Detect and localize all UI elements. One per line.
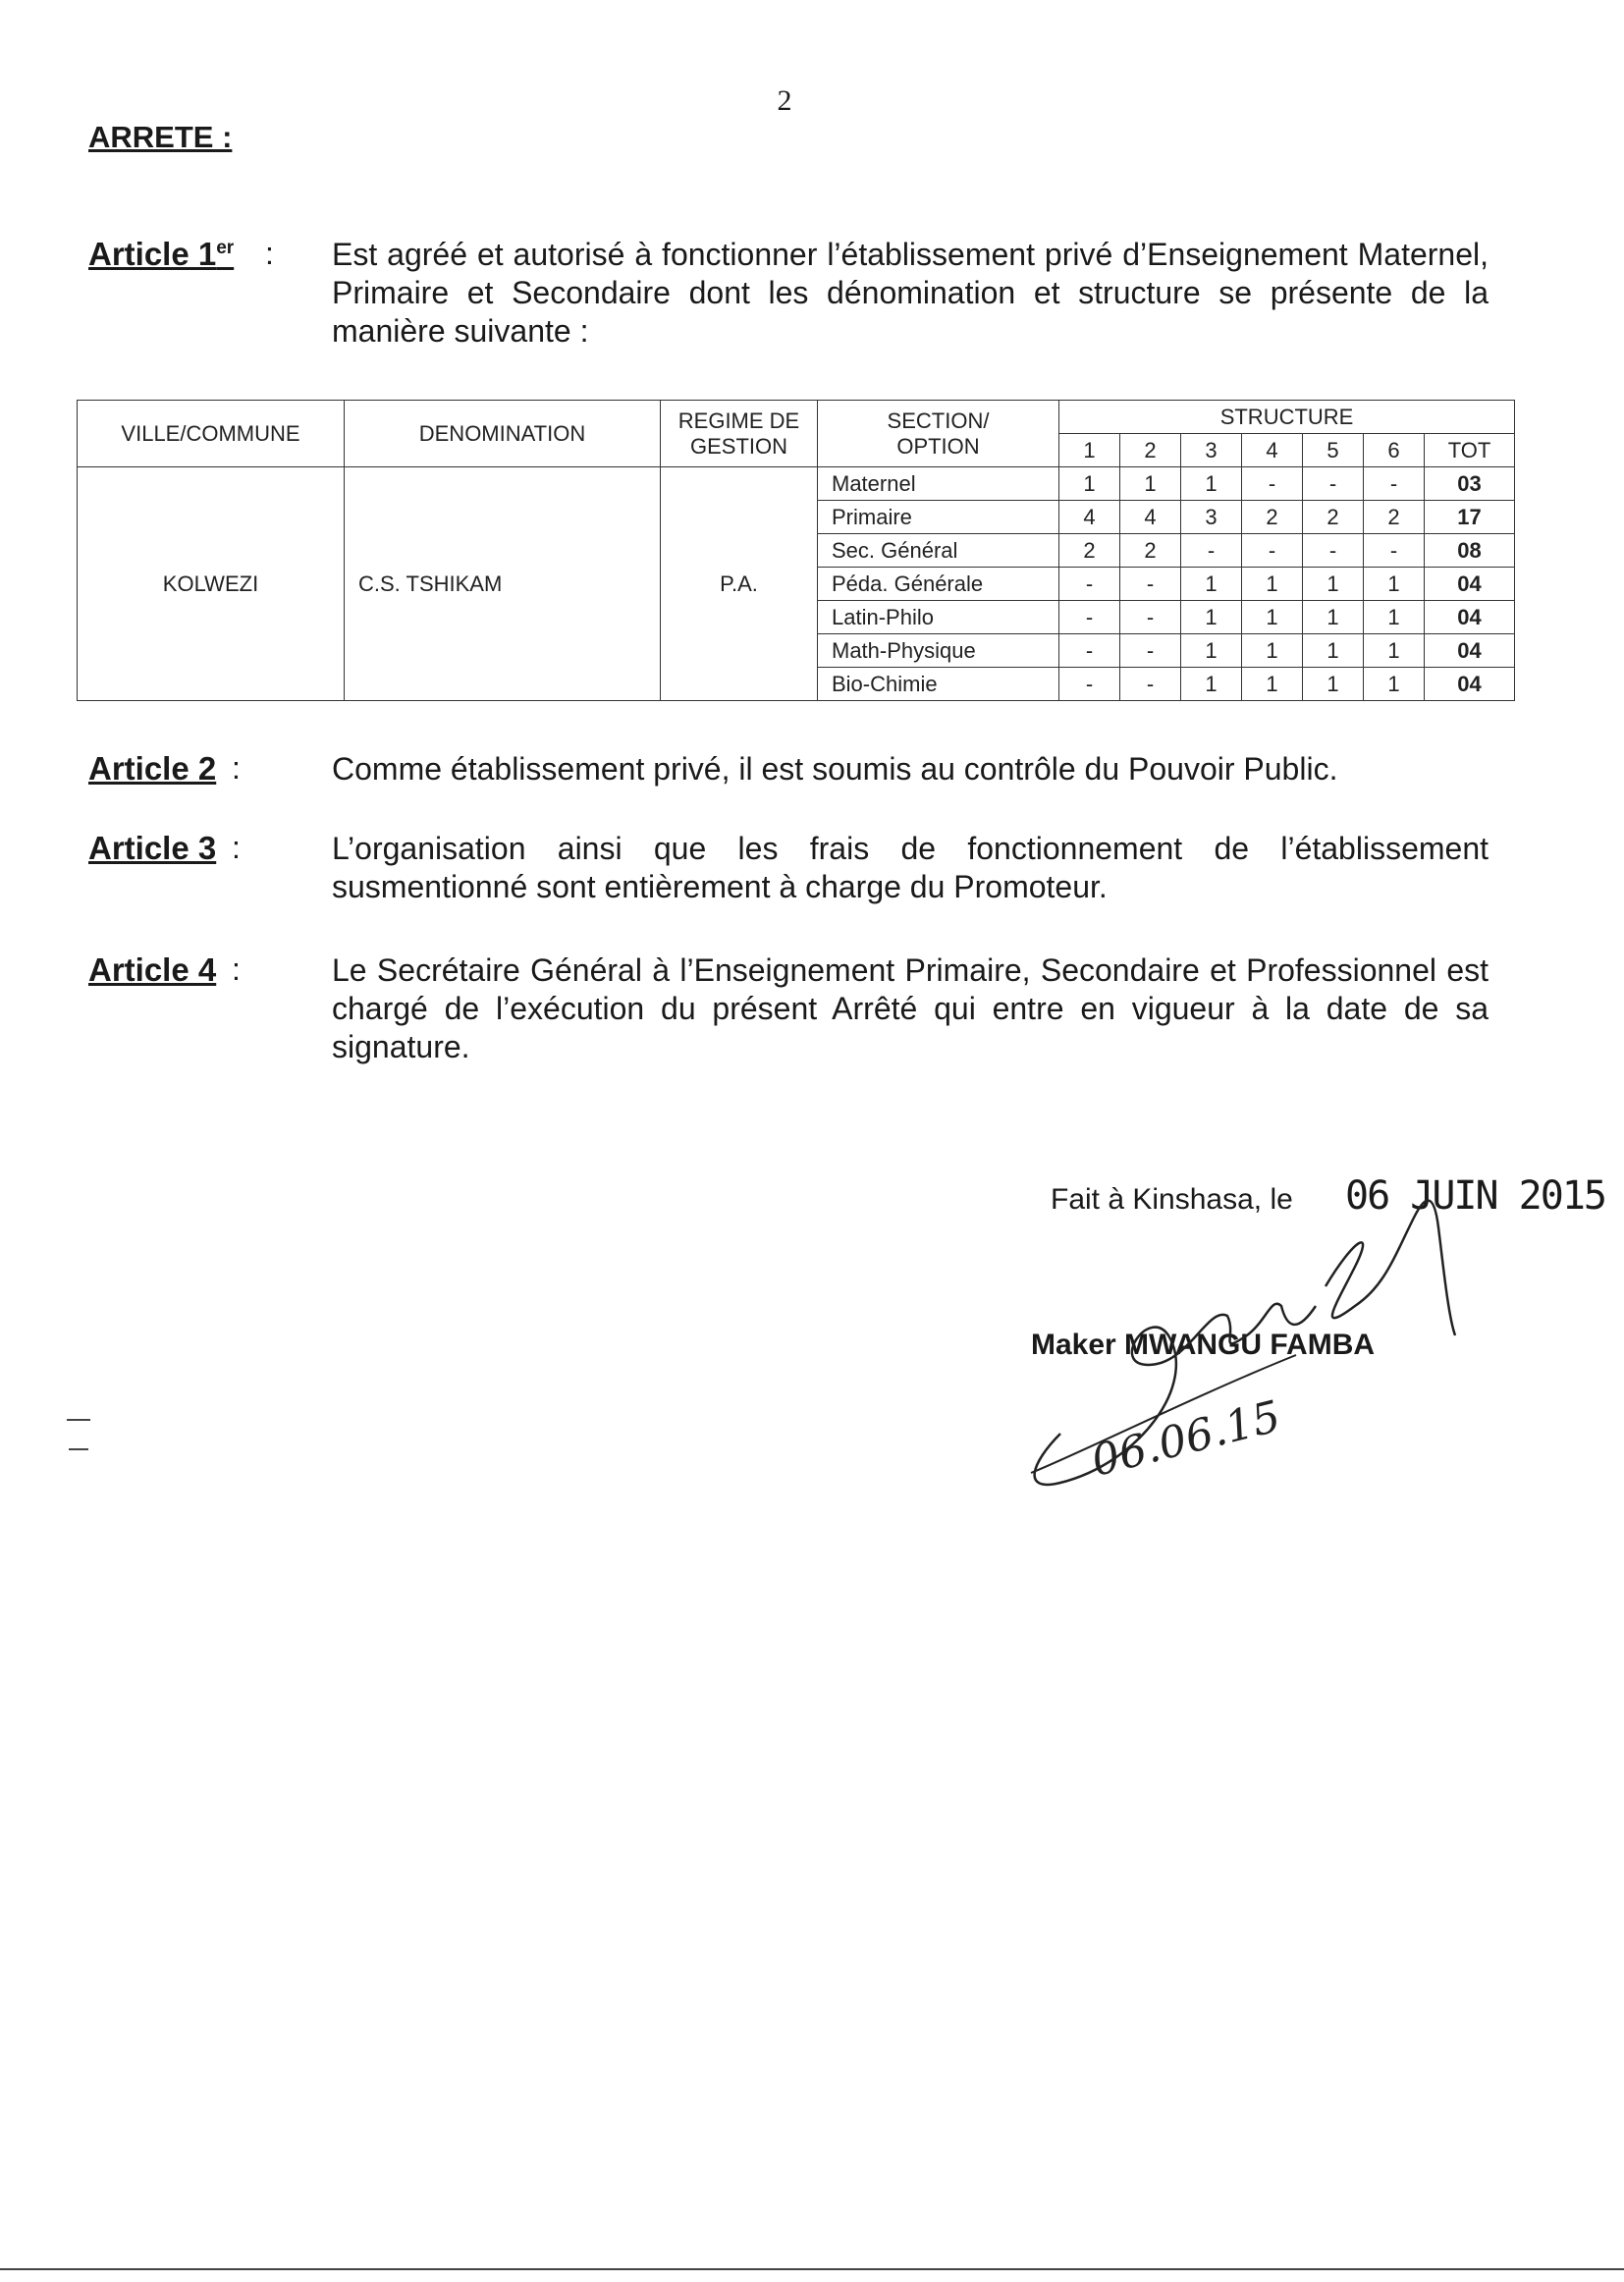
- scan-edge-line: [0, 2268, 1624, 2270]
- structure-cell: 1: [1181, 634, 1242, 668]
- option-cell: Maternel: [818, 467, 1059, 501]
- structure-cell: -: [1059, 634, 1120, 668]
- header-year-6: 6: [1364, 434, 1425, 467]
- structure-cell: -: [1364, 467, 1425, 501]
- total-cell: 04: [1425, 634, 1515, 668]
- header-year-2: 2: [1120, 434, 1181, 467]
- structure-cell: -: [1242, 467, 1303, 501]
- structure-cell: 1: [1364, 601, 1425, 634]
- total-cell: 04: [1425, 601, 1515, 634]
- article-3-colon: :: [232, 830, 241, 865]
- total-cell: 04: [1425, 568, 1515, 601]
- article-4-label: Article 4: [88, 951, 217, 988]
- structure-cell: -: [1120, 568, 1181, 601]
- denomination-cell: C.S. TSHIKAM: [345, 467, 661, 701]
- structure-cell: -: [1120, 668, 1181, 701]
- structure-cell: 1: [1181, 568, 1242, 601]
- structure-cell: 1: [1303, 601, 1364, 634]
- structure-cell: -: [1242, 534, 1303, 568]
- document-heading: ARRETE :: [88, 120, 233, 154]
- scan-mark: [67, 1419, 90, 1421]
- structure-cell: 2: [1059, 534, 1120, 568]
- option-cell: Sec. Général: [818, 534, 1059, 568]
- structure-cell: -: [1059, 601, 1120, 634]
- article-2-label: Article 2: [88, 750, 217, 787]
- ville-cell: KOLWEZI: [78, 467, 345, 701]
- header-year-1: 1: [1059, 434, 1120, 467]
- structure-cell: 2: [1242, 501, 1303, 534]
- page-number: 2: [777, 84, 792, 117]
- header-section-option: SECTION/ OPTION: [818, 401, 1059, 467]
- total-cell: 17: [1425, 501, 1515, 534]
- structure-cell: 1: [1364, 668, 1425, 701]
- header-year-4: 4: [1242, 434, 1303, 467]
- structure-cell: 1: [1364, 634, 1425, 668]
- structure-cell: 1: [1242, 601, 1303, 634]
- header-year-5: 5: [1303, 434, 1364, 467]
- structure-cell: 1: [1242, 568, 1303, 601]
- structure-cell: 1: [1242, 668, 1303, 701]
- option-cell: Latin-Philo: [818, 601, 1059, 634]
- article-2-colon: :: [232, 750, 241, 786]
- header-structure: STRUCTURE: [1059, 401, 1515, 434]
- article-3-label: Article 3: [88, 830, 217, 866]
- article-1-superscript: er: [216, 238, 235, 258]
- structure-cell: 4: [1059, 501, 1120, 534]
- table-row: [78, 467, 1515, 501]
- structure-cell: -: [1303, 534, 1364, 568]
- option-cell: Péda. Générale: [818, 568, 1059, 601]
- signatory-name: Maker MWANGU FAMBA: [1031, 1329, 1376, 1361]
- structure-cell: 1: [1181, 601, 1242, 634]
- header-tot: TOT: [1425, 434, 1515, 467]
- total-cell: 08: [1425, 534, 1515, 568]
- scan-mark: [69, 1448, 88, 1450]
- option-cell: Bio-Chimie: [818, 668, 1059, 701]
- structure-cell: 4: [1120, 501, 1181, 534]
- option-cell: Primaire: [818, 501, 1059, 534]
- structure-cell: 1: [1120, 467, 1181, 501]
- handwritten-date: 06.06.15: [1086, 1391, 1286, 1487]
- structure-cell: 1: [1242, 634, 1303, 668]
- article-1-label: Article 1er: [88, 236, 235, 272]
- structure-cell: 2: [1364, 501, 1425, 534]
- structure-cell: -: [1059, 568, 1120, 601]
- structure-cell: -: [1364, 534, 1425, 568]
- structure-cell: -: [1303, 467, 1364, 501]
- structure-cell: 3: [1181, 501, 1242, 534]
- total-cell: 04: [1425, 668, 1515, 701]
- article-3-text: L’organisation ainsi que les frais de fonctionnement de l’établissement susmentionné sont entièrement à charge du Promoteur.: [332, 831, 1489, 904]
- structure-cell: 1: [1364, 568, 1425, 601]
- structure-cell: -: [1059, 668, 1120, 701]
- article-4-text: Le Secrétaire Général à l’Enseignement Primaire, Secondaire et Professionnel est chargé de l’exécution du présent Arrêté qui entre en vigueur à la date de sa signature.: [332, 952, 1489, 1064]
- structure-cell: 2: [1303, 501, 1364, 534]
- article-1-text: Est agréé et autorisé à fonctionner l’établissement privé d’Enseignement Maternel, Primaire et Secondaire dont les dénomination et structure se présente de la manière suivante :: [332, 237, 1489, 349]
- structure-cell: -: [1181, 534, 1242, 568]
- date-stamp: 06 JUIN 2015: [1345, 1173, 1605, 1219]
- total-cell: 03: [1425, 467, 1515, 501]
- header-denomination: DENOMINATION: [345, 401, 661, 467]
- structure-cell: 1: [1181, 668, 1242, 701]
- header-regime-de-gestion: REGIME DE GESTION: [661, 401, 818, 467]
- structure-table: [77, 400, 1515, 701]
- structure-cell: 2: [1120, 534, 1181, 568]
- structure-cell: 1: [1303, 668, 1364, 701]
- article-4-colon: :: [232, 951, 241, 987]
- structure-cell: 1: [1059, 467, 1120, 501]
- header-ville-commune: VILLE/COMMUNE: [78, 401, 345, 467]
- header-year-3: 3: [1181, 434, 1242, 467]
- structure-cell: -: [1120, 601, 1181, 634]
- regime-cell: P.A.: [661, 467, 818, 701]
- structure-cell: 1: [1303, 568, 1364, 601]
- place-and-date-line: Fait à Kinshasa, le: [1051, 1183, 1293, 1216]
- structure-cell: 1: [1181, 467, 1242, 501]
- article-1-colon: :: [265, 236, 274, 271]
- structure-cell: -: [1120, 634, 1181, 668]
- article-2-text: Comme établissement privé, il est soumis au contrôle du Pouvoir Public.: [332, 751, 1338, 787]
- structure-cell: 1: [1303, 634, 1364, 668]
- option-cell: Math-Physique: [818, 634, 1059, 668]
